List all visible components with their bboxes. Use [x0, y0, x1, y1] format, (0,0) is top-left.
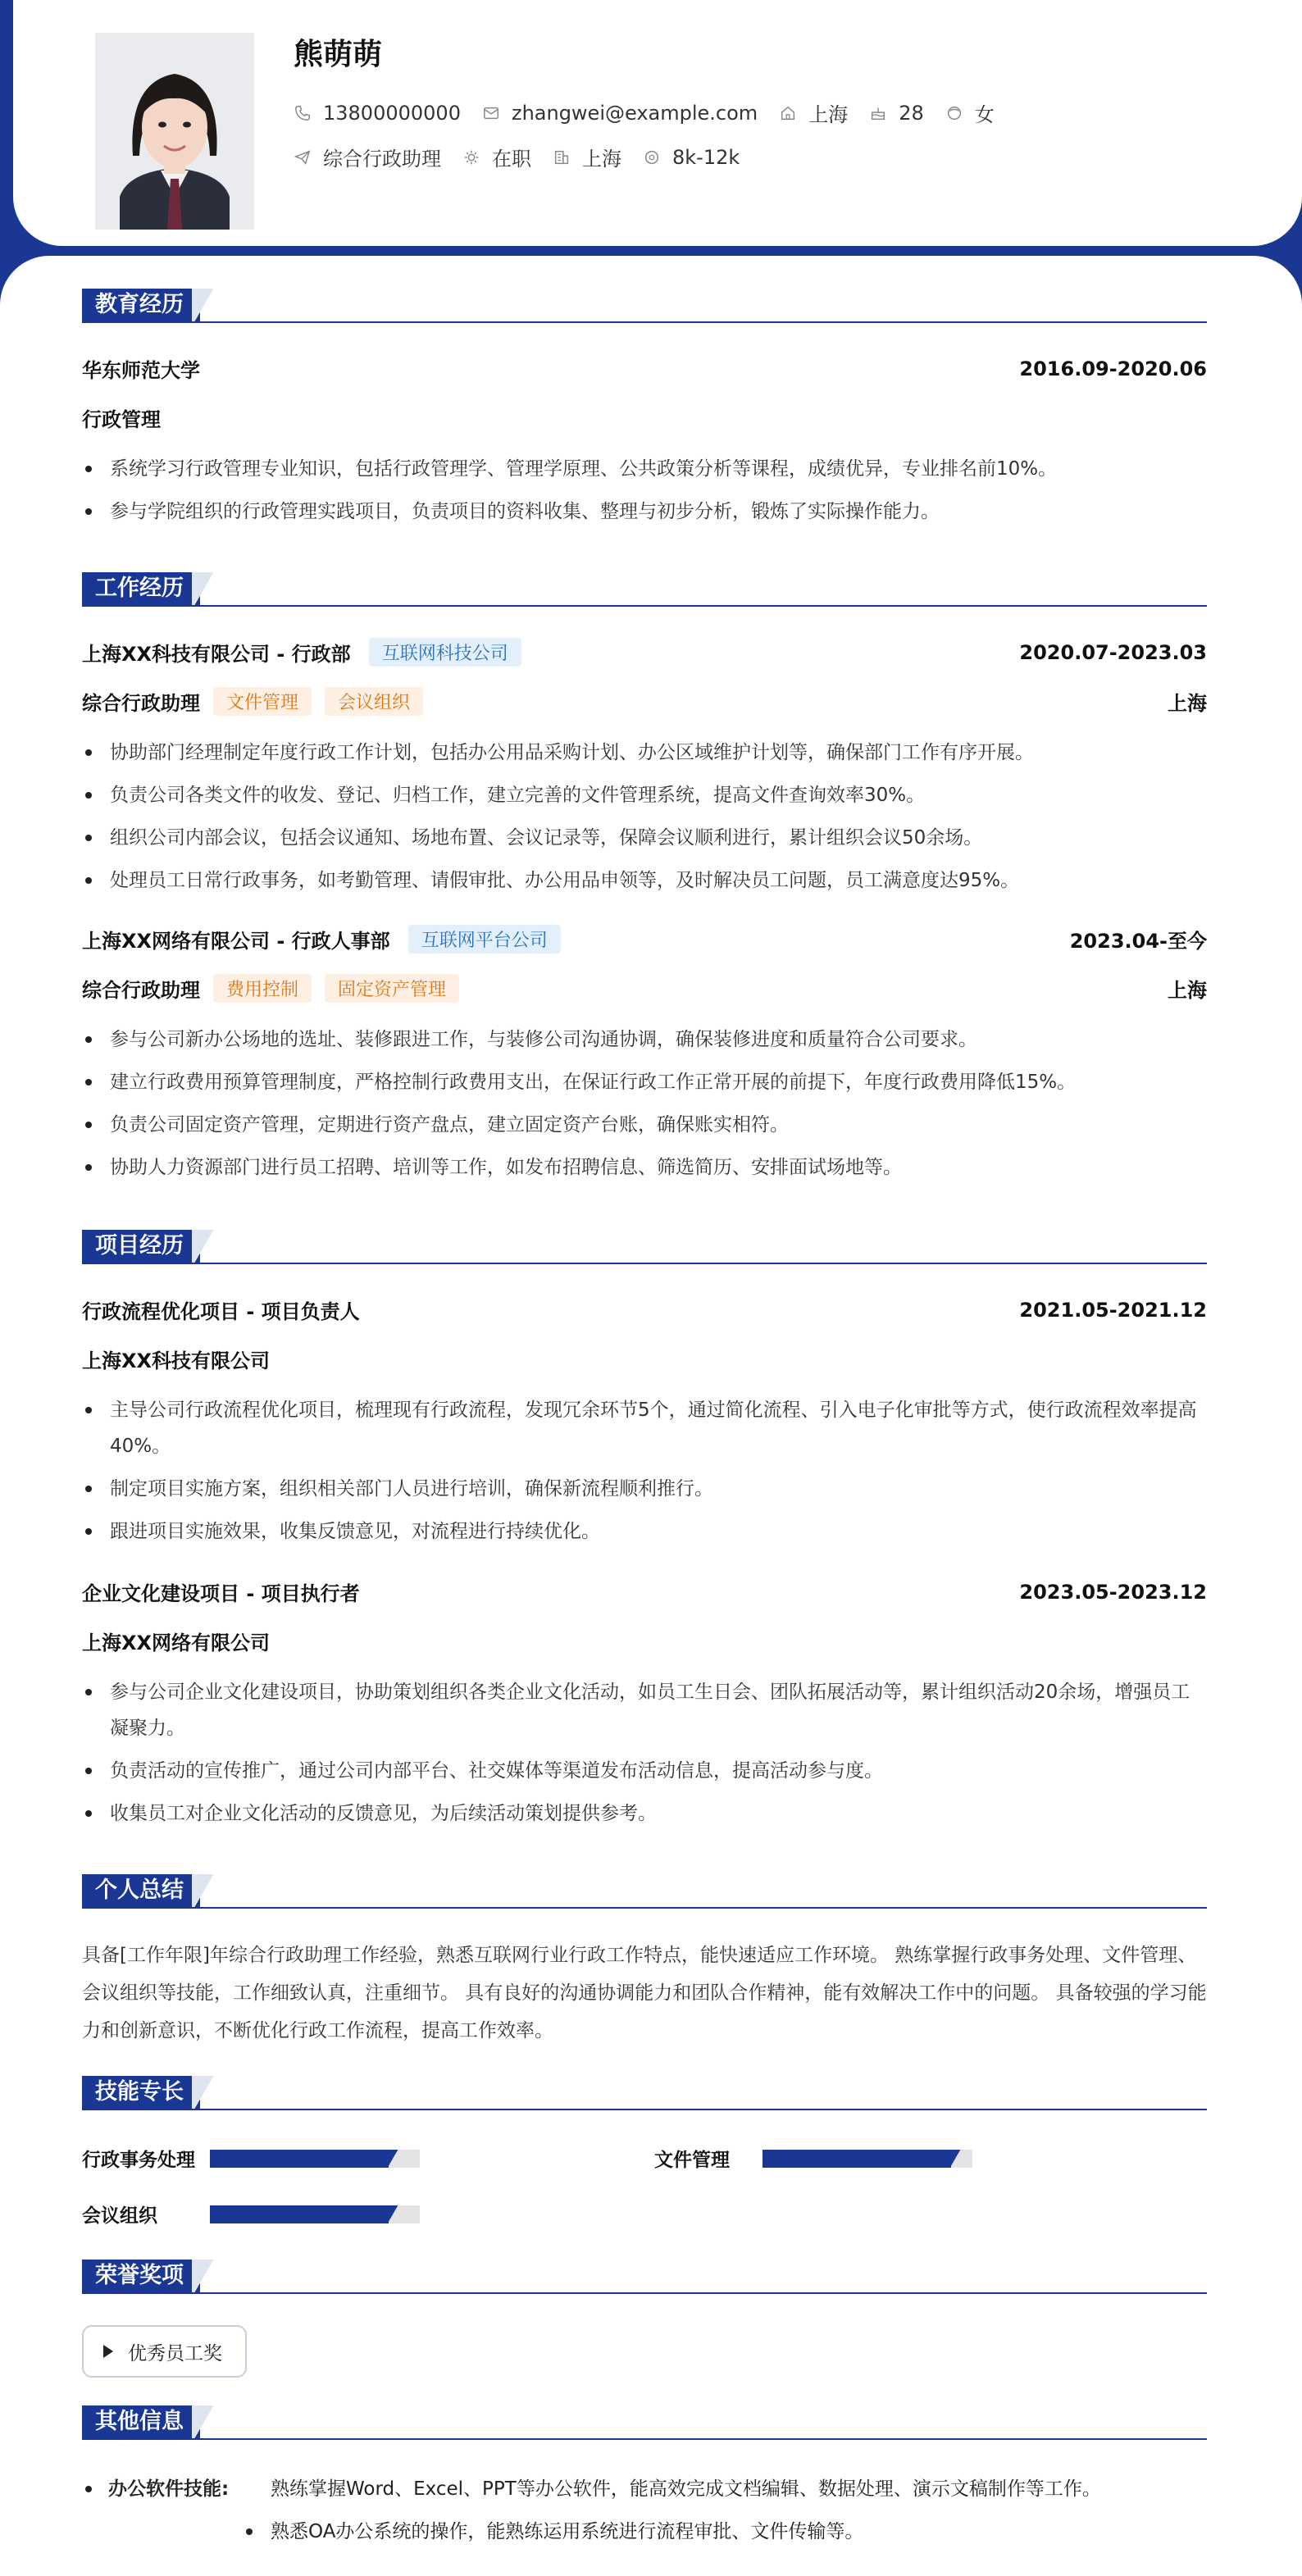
person-icon — [945, 104, 963, 122]
candidate-name: 熊萌萌 — [294, 38, 383, 71]
list-item: 负责公司各类文件的收发、登记、归档工作，建立完善的文件管理系统，提高文件查询效率30%。 — [82, 774, 1207, 817]
project-bullets — [82, 1671, 1207, 1835]
phone-item — [294, 102, 461, 125]
list-item: 建立行政费用预算管理制度，严格控制行政费用支出，在保证行政工作正常开展的前提下，年度行政费用降低15%。 — [82, 1061, 1207, 1104]
education-header — [82, 354, 1207, 383]
list-item: 跟进项目实施效果，收集反馈意见，对流程进行持续优化。 — [82, 1510, 1207, 1553]
work-position-row — [82, 687, 1207, 716]
work-period: 2023.04-至今 — [1069, 930, 1207, 953]
project-bullets — [82, 1389, 1207, 1553]
project-company: 上海XX网络有限公司 — [82, 1632, 271, 1654]
skill-name: 行政事务处理 — [82, 2150, 195, 2171]
city-text: 上海 — [808, 103, 849, 126]
section-skills-title: 技能专长 — [82, 2076, 200, 2109]
skill-tag: 费用控制 — [213, 974, 312, 1003]
work-company: 上海XX科技有限公司 - 行政部 — [82, 643, 351, 666]
coin-icon — [643, 148, 661, 166]
section-project-title: 项目经历 — [82, 1230, 200, 1263]
list-item: 收集员工对企业文化活动的反馈意见，为后续活动策划提供参考。 — [82, 1792, 1207, 1835]
intent-city-item — [553, 143, 621, 171]
intent-row — [294, 143, 761, 171]
work-position: 综合行政助理 — [82, 692, 200, 715]
skill-item — [82, 2145, 420, 2172]
section-honors — [82, 2260, 1207, 2294]
work-position: 综合行政助理 — [82, 979, 200, 1002]
gender-text: 女 — [974, 103, 995, 126]
list-item: 参与公司企业文化建设项目，协助策划组织各类企业文化活动，如员工生日会、团队拓展活动等，累计组织活动20余场，增强员工凝聚力。 — [82, 1671, 1207, 1750]
skill-bar — [210, 2150, 420, 2168]
salary-text: 8k-12k — [672, 145, 740, 169]
list-item: 制定项目实施方案，组织相关部门人员进行培训，确保新流程顺利推行。 — [82, 1468, 1207, 1510]
contact-row — [294, 98, 1016, 127]
section-education — [82, 289, 1207, 323]
section-work-title: 工作经历 — [82, 572, 200, 605]
project-header — [82, 1295, 1207, 1324]
status-item — [462, 143, 531, 171]
status-text: 在职 — [492, 148, 531, 171]
list-item: 组织公司内部会议，包括会议通知、场地布置、会议记录等，保障会议顺利进行，累计组织会议50余场。 — [82, 817, 1207, 859]
list-item: 协助人力资源部门进行员工招聘、培训等工作，如发布招聘信息、筛选简历、安排面试场地等。 — [82, 1146, 1207, 1189]
work-position-row — [82, 974, 1207, 1003]
section-work — [82, 572, 1207, 607]
skill-tag: 文件管理 — [213, 687, 312, 716]
play-icon — [103, 2345, 113, 2358]
section-summary — [82, 1874, 1207, 1909]
work-bullets — [82, 731, 1207, 902]
salary-item — [643, 146, 740, 169]
list-item — [82, 2468, 1207, 2510]
other-label: 办公软件技能: — [108, 2478, 230, 2500]
award-label: 优秀员工奖 — [128, 2342, 222, 2364]
intent-job-text: 综合行政助理 — [323, 148, 441, 171]
other-info — [82, 2468, 1207, 2553]
skill-item — [82, 2201, 420, 2228]
home-icon — [779, 104, 797, 122]
education-bullets — [82, 448, 1207, 533]
project-company: 上海XX科技有限公司 — [82, 1349, 271, 1372]
project-header — [82, 1577, 1207, 1606]
work-city: 上海 — [1168, 692, 1207, 715]
skill-bar-fill — [210, 2205, 389, 2223]
project-company-row — [82, 1345, 1207, 1373]
list-item: 参与公司新办公场地的选址、装修跟进工作，与装修公司沟通协调，确保装修进度和质量符合公司要求。 — [82, 1018, 1207, 1061]
section-education-title: 教育经历 — [82, 289, 200, 321]
phone-text: 13800000000 — [323, 101, 461, 125]
section-skills — [82, 2076, 1207, 2110]
project-period: 2021.05-2021.12 — [1019, 1298, 1207, 1322]
education-period: 2016.09-2020.06 — [1019, 357, 1207, 380]
skill-tag: 固定资产管理 — [325, 974, 459, 1003]
skill-name: 文件管理 — [654, 2150, 730, 2171]
work-company: 上海XX网络有限公司 - 行政人事部 — [82, 930, 390, 953]
building-icon — [553, 148, 571, 166]
section-project — [82, 1230, 1207, 1264]
work-header — [82, 925, 1207, 953]
work-header — [82, 638, 1207, 667]
work-period: 2020.07-2023.03 — [1019, 640, 1207, 664]
mail-icon — [482, 104, 500, 122]
list-item: 参与学院组织的行政管理实践项目，负责项目的资料收集、整理与初步分析，锻炼了实际操作能力。 — [82, 490, 1207, 533]
avatar-portrait-icon — [95, 33, 254, 230]
skill-bar-fill — [210, 2150, 389, 2168]
other-item: 熟练掌握Word、Excel、PPT等办公软件，能高效完成文档编辑、数据处理、演示文稿制作等工作。 — [271, 2478, 1101, 2500]
gender-item — [945, 98, 995, 127]
section-other — [82, 2405, 1207, 2440]
section-summary-title: 个人总结 — [82, 1874, 200, 1907]
intent-city-text: 上海 — [582, 148, 621, 171]
avatar — [95, 33, 254, 230]
send-icon — [294, 148, 312, 166]
phone-icon — [294, 104, 312, 122]
list-item: 协助部门经理制定年度行政工作计划，包括办公用品采购计划、办公区域维护计划等，确保部门工作有序开展。 — [82, 731, 1207, 774]
section-other-title: 其他信息 — [82, 2405, 200, 2438]
gear-icon — [462, 148, 480, 166]
list-item: 主导公司行政流程优化项目，梳理现有行政流程，发现冗余环节5个，通过简化流程、引入电子化审批等方式，使行政流程效率提高40%。 — [82, 1389, 1207, 1468]
award-chip[interactable] — [82, 2325, 247, 2378]
project-title: 行政流程优化项目 - 项目负责人 — [82, 1300, 360, 1323]
project-period: 2023.05-2023.12 — [1019, 1580, 1207, 1604]
work-bullets — [82, 1018, 1207, 1189]
email-text: zhangwei@example.com — [511, 101, 758, 125]
list-item: 系统学习行政管理专业知识，包括行政管理学、管理学原理、公共政策分析等课程，成绩优异，专业排名前10%。 — [82, 448, 1207, 490]
skill-bar — [763, 2150, 972, 2168]
major-name: 行政管理 — [82, 408, 161, 431]
age-text: 28 — [899, 101, 924, 125]
cake-icon — [869, 104, 887, 122]
industry-badge: 互联网平台公司 — [408, 925, 561, 953]
skill-item — [654, 2145, 972, 2172]
age-item — [869, 102, 924, 125]
project-company-row — [82, 1627, 1207, 1655]
list-item: 负责活动的宣传推广，通过公司内部平台、社交媒体等渠道发布活动信息，提高活动参与度。 — [82, 1750, 1207, 1792]
profile-header — [13, 0, 1302, 246]
skill-bar — [210, 2205, 420, 2223]
intent-job-item — [294, 143, 441, 171]
project-title: 企业文化建设项目 - 项目执行者 — [82, 1582, 360, 1605]
summary-text: 具备[工作年限]年综合行政助理工作经验，熟悉互联网行业行政工作特点，能快速适应工作环境。 熟练掌握行政事务处理、文件管理、会议组织等技能，工作细致认真，注重细节。 具有良好的沟通协调能力和团队合作精神，能有效解决工作中的问题。 具备较强的学习能力和创新意识，不断优化行政工作流程，提高工作效率。 — [82, 1945, 1207, 2041]
other-item: 熟悉OA办公系统的操作，能熟练运用系统进行流程审批、文件传输等。 — [271, 2521, 864, 2542]
list-item — [82, 2510, 1207, 2553]
skill-bar-fill — [763, 2150, 951, 2168]
list-item: 处理员工日常行政事务，如考勤管理、请假审批、办公用品申领等，及时解决员工问题，员工满意度达95%。 — [82, 859, 1207, 902]
list-item: 负责公司固定资产管理，定期进行资产盘点，建立固定资产台账，确保账实相符。 — [82, 1104, 1207, 1146]
school-name: 华东师范大学 — [82, 359, 200, 382]
work-city: 上海 — [1168, 979, 1207, 1002]
section-honors-title: 荣誉奖项 — [82, 2260, 200, 2292]
skill-tag: 会议组织 — [325, 687, 423, 716]
skill-name: 会议组织 — [82, 2205, 157, 2227]
email-item — [482, 102, 758, 125]
education-major-row — [82, 403, 1207, 432]
industry-badge: 互联网科技公司 — [369, 638, 521, 667]
city-item — [779, 98, 848, 127]
